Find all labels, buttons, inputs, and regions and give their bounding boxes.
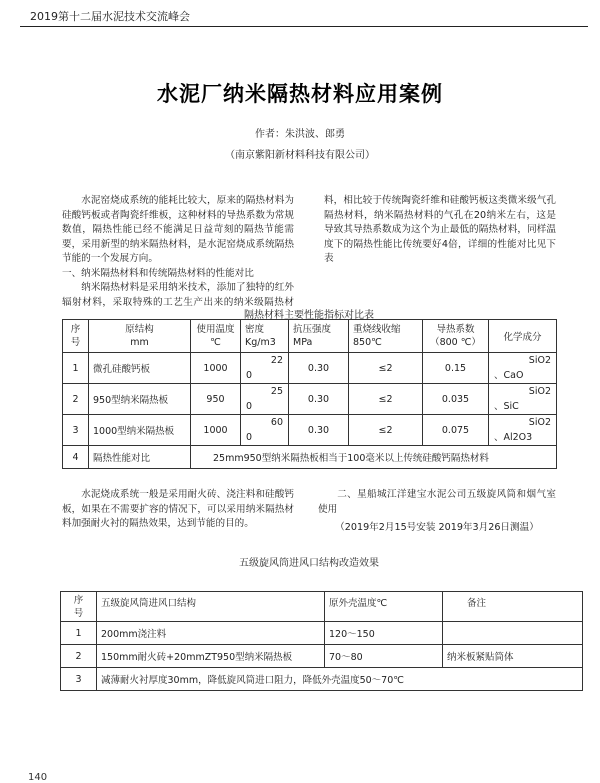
- row-structure: 200mm浇注料: [97, 622, 325, 645]
- row-strength: 0.30: [289, 384, 349, 415]
- table-row: [63, 415, 557, 446]
- row-temperature: 120～150: [325, 622, 443, 645]
- row-note: 纳米板紧贴筒体: [443, 645, 583, 668]
- row-temperature: 1000: [191, 415, 241, 446]
- row-index: 2: [63, 384, 89, 415]
- table1-caption: 隔热材料主要性能指标对比表: [244, 310, 374, 321]
- row-label: 隔热性能对比: [89, 446, 191, 469]
- section2-dates: （2019年2月15号安装 2019年3月26日测温）: [335, 522, 539, 533]
- th-strength: 抗压强度 MPa: [289, 320, 349, 353]
- row-chemistry: SiO2 、CaO: [489, 353, 557, 384]
- th-structure: 五级旋风筒进风口结构: [97, 592, 325, 622]
- row-conductivity: 0.075: [423, 415, 489, 446]
- row-conductivity: 0.15: [423, 353, 489, 384]
- row-temperature: 1000: [191, 353, 241, 384]
- article-title: 水泥厂纳米隔热材料应用案例: [157, 82, 443, 106]
- row-conductivity: 0.035: [423, 384, 489, 415]
- row-strength: 0.30: [289, 353, 349, 384]
- article-affiliation: （南京紫阳新材料科技有限公司）: [225, 150, 375, 161]
- row-chemistry: SiO2 、SiC: [489, 384, 557, 415]
- section2-heading: 二、星船城江洋建宝水泥公司五级旋风筒和烟气室使用: [318, 489, 556, 515]
- table2-caption: 五级旋风筒进风口结构改造效果: [239, 558, 379, 569]
- row-index: 3: [61, 668, 97, 691]
- row-material: 1000型纳米隔热板: [89, 415, 191, 446]
- th-density: 密度 Kg/m3: [241, 320, 289, 353]
- row-chemistry: SiO2 、Al2O3: [489, 415, 557, 446]
- table-row: [61, 668, 583, 691]
- row-result-text: 减薄耐火衬厚度30mm，降低旋风筒进口阻力，降低外壳温度50～70℃: [97, 668, 583, 691]
- row-shrinkage: ≤2: [349, 415, 423, 446]
- table-row: [63, 353, 557, 384]
- row-index: 4: [63, 446, 89, 469]
- header-rule: [20, 26, 588, 27]
- th-index: 序 号: [63, 320, 89, 353]
- table1-header-row: [63, 320, 557, 353]
- retrofit-table: [60, 591, 583, 691]
- page-number: 140: [28, 772, 48, 783]
- row-strength: 0.30: [289, 415, 349, 446]
- row-note: [443, 622, 583, 645]
- row-material: 微孔硅酸钙板: [89, 353, 191, 384]
- th-chemistry: 化学成分: [489, 320, 557, 353]
- th-note: 备注: [443, 592, 583, 622]
- table-row: [63, 384, 557, 415]
- row-index: 3: [63, 415, 89, 446]
- conference-header: 2019第十二届水泥技术交流峰会: [30, 10, 190, 23]
- th-shrinkage: 重烧线收缩 850℃: [349, 320, 423, 353]
- row-index: 1: [63, 353, 89, 384]
- row-index: 1: [61, 622, 97, 645]
- article-authors: 作者：朱洪波、郎勇: [255, 129, 345, 140]
- row-shrinkage: ≤2: [349, 384, 423, 415]
- row-material: 950型纳米隔热板: [89, 384, 191, 415]
- th-temperature: 使用温度 ℃: [191, 320, 241, 353]
- th-structure: 原结构 mm: [89, 320, 191, 353]
- row-comparison-text: 25mm950型纳米隔热板相当于100毫米以上传统硅酸钙隔热材料: [191, 446, 557, 469]
- row-density: 22 0: [241, 353, 289, 384]
- row-shrinkage: ≤2: [349, 353, 423, 384]
- th-index: 序 号: [61, 592, 97, 622]
- row-density: 60 0: [241, 415, 289, 446]
- body-columns: [62, 194, 556, 312]
- th-temperature: 原外壳温度℃: [325, 592, 443, 622]
- table-row: [61, 645, 583, 668]
- intro-paragraph: 水泥窑烧成系统的能耗比较大，原来的隔热材料为硅酸钙板或者陶瓷纤维板，这种材料的导热系数为常规数值，隔热性能已经不能满足日益苛刻的隔热节能需要，采用新型的纳米隔热材料，是水泥窑烧成系统隔热节能的一个发展方向。: [62, 195, 294, 264]
- performance-table: [62, 319, 557, 469]
- row-index: 2: [61, 645, 97, 668]
- row-density: 25 0: [241, 384, 289, 415]
- th-conductivity: 导热系数 （800 ℃）: [423, 320, 489, 353]
- after-table-paragraph: 水泥烧成系统一般是采用耐火砖、浇注料和硅酸钙板，如果在不需要扩容的情况下，可以采用纳米隔热材料加强耐火衬的隔热效果，达到节能的目的。: [62, 489, 294, 529]
- table-row: [63, 446, 557, 469]
- row-temperature: 950: [191, 384, 241, 415]
- row-structure: 150mm耐火砖+20mmZT950型纳米隔热板: [97, 645, 325, 668]
- section1-paragraph: 纳米隔热材料是采用纳米技术，添加了独特的红外辐射材料，采取特殊的工艺生产出来的纳米级隔热材料，相比较于传统陶瓷纤维和硅酸钙板这类微米级气孔隔热材料，纳米隔热材料的气孔在20纳米左右，这是导致其导热系数成为这个为止最低的隔热材料，同样温度下的隔热性能比传统要好4倍，详细的性能对比见下表: [62, 195, 556, 308]
- section1-heading: 一、纳米隔热材料和传统隔热材料的性能对比: [62, 267, 254, 279]
- row-temperature: 70～80: [325, 645, 443, 668]
- table2-header-row: [61, 592, 583, 622]
- table-row: [61, 622, 583, 645]
